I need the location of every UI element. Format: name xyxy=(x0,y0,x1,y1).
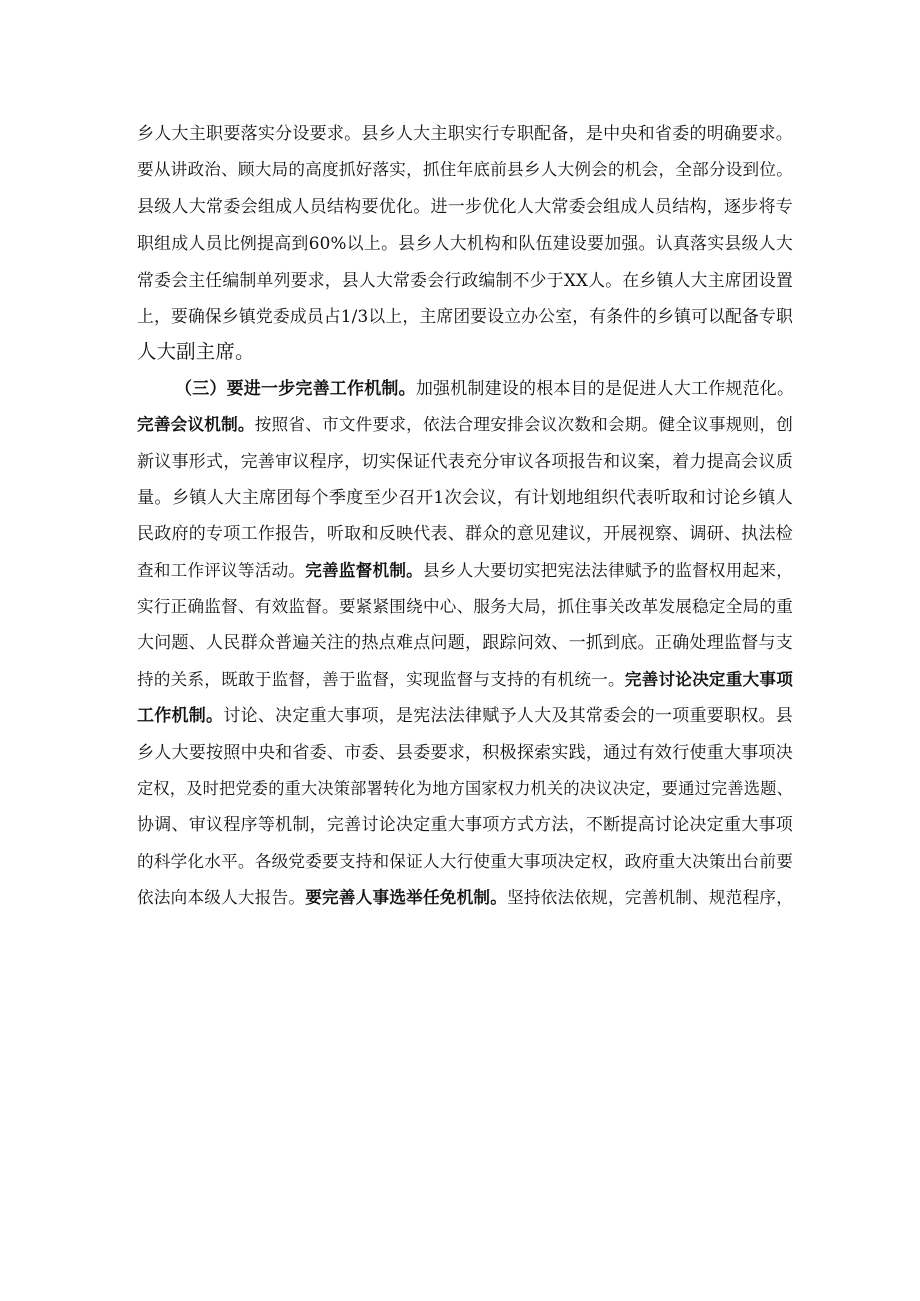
text-line: 定权，及时把党委的重大决策部署转化为地方国家权力机关的决议决定，要通过完善选题、 xyxy=(137,779,793,799)
text-line: 量。乡镇人大主席团每个季度至少召开1次会议，有计划地组织代表听取和讨论乡镇人 xyxy=(137,487,793,508)
text-line: 人大副主席。 xyxy=(137,340,255,364)
text-line: 依法向本级人大报告。要完善人事选举任免机制。坚持依法依规，完善机制、规范程序， xyxy=(137,888,794,908)
text-line: 县级人大常委会组成人员结构要优化。进一步优化人大常委会组成人员结构，逐步将专 xyxy=(137,196,793,217)
text-line: 要从讲政治、顾大局的高度抓好落实，抓住年底前县乡人大例会的机会，全部分设到位。 xyxy=(137,160,793,180)
text-line: 乡人大要按照中央和省委、市委、县委要求，积极探索实践，通过有效行使重大事项决 xyxy=(137,742,793,763)
text-line: 完善会议机制。按照省、市文件要求，依法合理安排会议次数和会期。健全议事规则，创 xyxy=(137,415,793,435)
text-line: 上，要确保乡镇党委成员占1/3以上，主席团要设立办公室，有条件的乡镇可以配备专职 xyxy=(137,305,793,326)
text-line: 大问题、人民群众普遍关注的热点难点问题，跟踪问效、一抓到底。正确处理监督与支 xyxy=(137,633,793,654)
text-line: 的科学化水平。各级党委要支持和保证人大行使重大事项决定权，政府重大决策出台前要 xyxy=(137,851,793,871)
text-line: 工作机制。讨论、决定重大事项，是宪法法律赋予人大及其常委会的一项重要职权。县 xyxy=(137,706,793,727)
text-line: 新议事形式，完善审议程序，切实保证代表充分审议各项报告和议案，着力提高会议质 xyxy=(137,451,793,472)
section-heading: （三）要进一步完善工作机制。 xyxy=(175,378,416,399)
text-line: 乡人大主职要落实分设要求。县乡人大主职实行专职配备，是中央和省委的明确要求。 xyxy=(137,124,793,144)
text-line: 查和工作评议等活动。完善监督机制。县乡人大要切实把宪法法律赋予的监督权用起来， xyxy=(137,560,793,580)
bold-heading: 要完善人事选举任免机制。 xyxy=(305,888,508,908)
bold-heading: 完善讨论决定重大事项 xyxy=(624,669,793,689)
bold-heading: 工作机制。 xyxy=(137,706,224,727)
bold-heading: 完善监督机制。 xyxy=(305,560,423,580)
text-line: 实行正确监督、有效监督。要紧紧围绕中心、服务大局，抓住事关改革发展稳定全局的重 xyxy=(137,597,793,617)
document-page xyxy=(137,116,793,917)
text-line: 民政府的专项工作报告，听取和反映代表、群众的意见建议，开展视察、调研、执法检 xyxy=(137,524,793,545)
text-line: 常委会主任编制单列要求，县人大常委会行政编制不少于XX人。在乡镇人大主席团设置 xyxy=(137,269,793,290)
text-line: 持的关系，既敢于监督，善于监督，实现监督与支持的有机统一。完善讨论决定重大事项 xyxy=(137,669,793,689)
section-heading-line: （三）要进一步完善工作机制。加强机制建设的根本目的是促进人大工作规范化。 xyxy=(175,378,795,399)
text-line: 职组成人员比例提高到60%以上。县乡人大机构和队伍建设要加强。认真落实县级人大 xyxy=(137,233,793,254)
text-line: 协调、审议程序等机制，完善讨论决定重大事项方式方法，不断提高讨论决定重大事项 xyxy=(137,815,793,836)
bold-heading: 完善会议机制。 xyxy=(137,415,255,435)
